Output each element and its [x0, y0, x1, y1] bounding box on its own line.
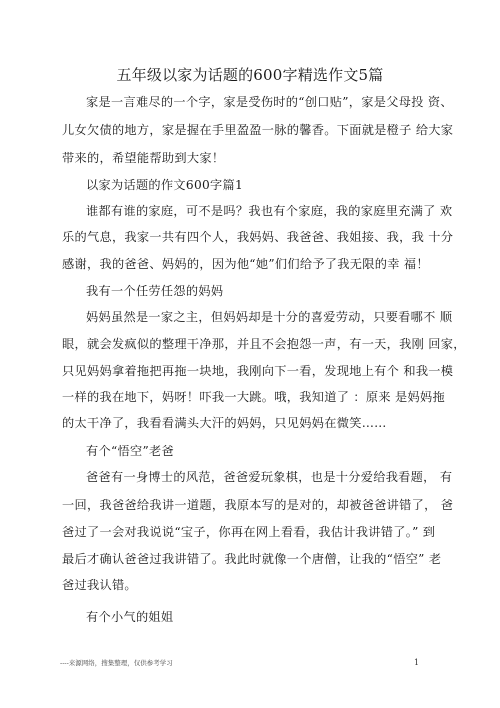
body-line: 乐的气息，我家一共有四个人，我妈妈、我爸爸、我姐接、我，我 十分: [62, 230, 454, 244]
body-line: 妈妈虽然是一家之主，但妈妈却是十分的喜爱劳动，只要看哪不 顺: [86, 310, 453, 324]
body-line: 眼，就会发疯似的整理干净那，并且不会抱怨一声，有一天，我刚 回家，: [62, 337, 466, 351]
body-line: 的太干净了，我看看满头大汗的妈妈，只见妈妈在微笑……: [62, 416, 387, 430]
document-title: 五年级以家为话题的600字精选作文5篇: [116, 66, 384, 84]
body-line: 儿女欠债的地方，家是握在手里盈盈一脉的馨香。下面就是橙子 给大家: [62, 123, 454, 137]
body-line: 只见妈妈拿着拖把再拖一块地，我刚向下一看，发现地上有个 和我一模: [62, 364, 454, 378]
section-heading: 有个小气的姐姐: [86, 610, 174, 624]
body-line: 最后才确认爸爸过我讲错了。我此时就像一个唐僧，让我的“悟空” 老: [62, 552, 442, 566]
body-line: 一样的我在地下，妈呀！吓我一大跳。哦，我知道了 ：原来 是妈妈拖: [62, 390, 445, 404]
body-line: 爸过我认错。: [62, 578, 137, 592]
section-heading: 我有一个任劳任怨的妈妈: [86, 284, 224, 298]
body-line: 带来的，希望能帮助到大家！: [62, 151, 225, 165]
body-line: 感谢，我的爸爸、妈妈的，因为他“她”们们给予了我无限的幸 福！: [62, 257, 429, 271]
section-heading: 以家为话题的作文600字篇1: [86, 178, 244, 192]
body-line: 家是一言难尽的一个字，家是受伤时的“创口贴”，家是父母投 资、: [86, 95, 453, 109]
body-line: 一回，我爸爸给我讲一道题，我原本写的是对的，却被爸爸讲错了， 爸: [62, 498, 454, 512]
page-number: 1: [414, 658, 420, 667]
footer-note: ----来源网络，搜集整理，仅供参考学习: [60, 659, 173, 667]
body-line: 爸爸有一身博士的风范，爸爸爱玩象棋，也是十分爱给我看题， 有: [86, 470, 453, 484]
section-heading: 有个“悟空”老爸: [86, 444, 174, 458]
body-line: 爸过了一会对我说说“宝子，你再在网上看看，我估计我讲错了。” 到: [62, 525, 436, 539]
body-line: 谁都有谁的家庭，可不是吗？我也有个家庭，我的家庭里充满了 欢: [86, 204, 453, 218]
